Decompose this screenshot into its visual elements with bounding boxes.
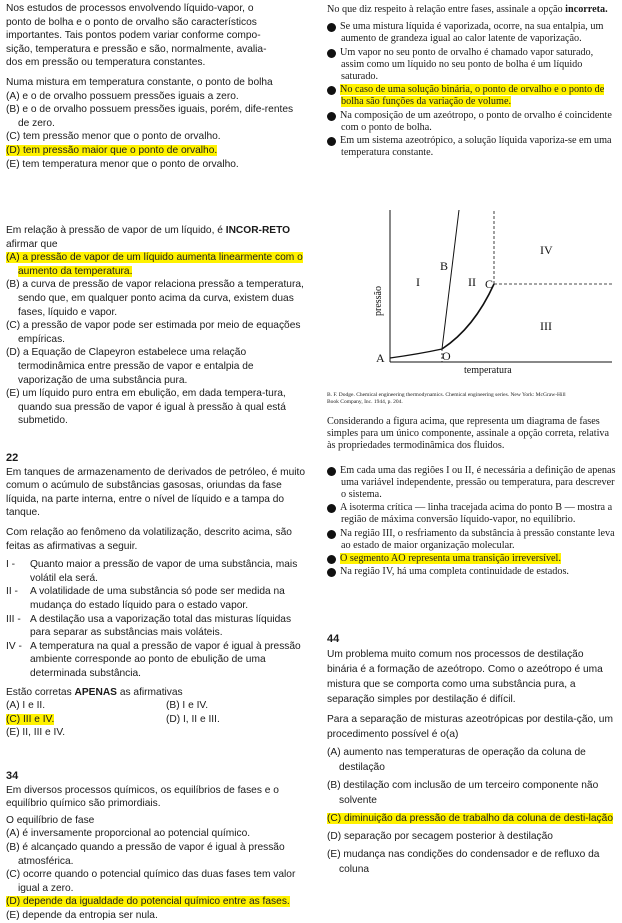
- answer-prompt: [6, 686, 306, 700]
- question-stem: [327, 4, 617, 16]
- statement-text: A temperatura na qual a pressão de vapor é igual à pressão ambiente corresponde ao ponto de ebulição de uma determinada substância.: [30, 640, 301, 679]
- option-d[interactable]: (D) separação por secagem posterior à destilação: [327, 831, 553, 842]
- option-a[interactable]: (A) e o de orvalho possuem pressões iguais a zero.: [6, 90, 239, 102]
- label-region-iv: IV: [540, 243, 553, 257]
- prompt-text: Estão corretas: [6, 686, 75, 698]
- fusion-curve: [442, 210, 459, 349]
- question-stem: [6, 224, 306, 251]
- letter-bullet-icon: D: [327, 112, 336, 121]
- option-text: Na região III, o resfriamento da substância à pressão constante leva ao estado de maior organização molecular.: [340, 527, 615, 551]
- option-e[interactable]: (E) mudança nas condições do condensador e de refluxo da coluna: [327, 849, 600, 875]
- question-prompt: Para a separação de misturas azeotrópicas por destila-ção, um procedimento possível é o(a): [327, 714, 613, 740]
- label-region-ii: II: [468, 275, 476, 289]
- stem-line: ponto de bolha e o ponto de orvalho são característicos: [6, 16, 257, 28]
- question-34: [6, 770, 306, 923]
- option-item[interactable]: [321, 502, 617, 526]
- letter-bullet-icon: B: [327, 49, 336, 58]
- options-list: [321, 464, 617, 579]
- answer-grid: [6, 699, 306, 740]
- question-prompt: Com relação ao fenômeno da volatilização, descrito acima, são feitas as afirmativas a seguir.: [6, 526, 292, 552]
- stem-line: importantes. Tais pontos podem variar conforme compo-: [6, 30, 261, 42]
- question-number: 22: [6, 452, 19, 464]
- question-phase-relation: [321, 4, 617, 160]
- option-text: Em um sistema azeotrópico, a solução líquida vaporiza-se em uma temperatura constante.: [340, 135, 612, 159]
- question-prompt: O equilíbrio de fase: [6, 814, 95, 826]
- question-prompt: Numa mistura em temperatura constante, o ponto de bolha: [6, 76, 273, 88]
- option-text: Em cada uma das regiões I ou II, é necessária a definição de apenas uma variável independente, pressão ou temperatura, para descrever o sistema.: [340, 464, 616, 501]
- prompt-text: as afirmativas: [116, 686, 183, 698]
- statement-item: [6, 558, 306, 585]
- option-item[interactable]: [321, 84, 617, 108]
- answer-a[interactable]: (A) I e II.: [6, 700, 46, 712]
- stem-line: dos em pressão ou temperatura constantes.: [6, 57, 206, 69]
- option-text: A isoterma crítica — linha tracejada acima do ponto B — mostra a região de máxima conversão líquido-vapor, no equilíbrio.: [340, 502, 613, 526]
- statement-list: [6, 558, 306, 680]
- option-item[interactable]: [322, 566, 617, 578]
- x-axis-label: temperatura: [464, 365, 512, 376]
- option-item[interactable]: [321, 464, 617, 502]
- letter-bullet-icon: C: [327, 530, 336, 539]
- question-stem: Um problema muito comum nos processos de destilação binária é a formação de azeótropo. Como o azeótropo é uma mistura que se comporta como uma substância pura, a separação simples por destilação é difícil.: [327, 649, 603, 705]
- option-item[interactable]: [321, 46, 617, 84]
- diagram-caption: B. F. Dodge. Chemical engineering thermodynamics. Chemical engineering series. New York: McGraw-Hill Book Company, Inc. 1944, p. 204.: [327, 392, 566, 405]
- option-item[interactable]: [321, 109, 617, 134]
- option-a[interactable]: (A) aumento nas temperaturas de operação da coluna de destilação: [327, 747, 586, 773]
- phase-diagram: [364, 206, 614, 390]
- option-c[interactable]: (C) tem pressão menor que o ponto de orvalho.: [6, 131, 221, 143]
- question-number: 44: [327, 633, 340, 645]
- letter-bullet-icon: B: [327, 504, 336, 513]
- option-b[interactable]: (B) a curva de pressão de vapor relaciona pressão a temperatura, sendo que, em qualquer ponto acima da curva, existem duas fases, líquido e vapor.: [6, 279, 304, 318]
- option-b[interactable]: (B) destilação com inclusão de um terceiro componente não solvente: [327, 780, 599, 806]
- option-text-highlighted: O segmento AO representa uma transição irreversível.: [340, 553, 561, 565]
- sublimation-curve: [390, 349, 442, 358]
- statement-number: I -: [6, 559, 16, 571]
- option-a-highlighted[interactable]: (A) a pressão de vapor de um líquido aumenta linearmente com o aumento da temperatura.: [6, 252, 303, 277]
- option-item[interactable]: [321, 553, 617, 565]
- option-d[interactable]: (D) a Equação de Clapeyron estabelece uma relação termodinâmica entre pressão de vapor e entalpia de vaporização de uma substância pura.: [6, 347, 254, 386]
- option-c[interactable]: (C) a pressão de vapor pode ser estimada por meio de equações empíricas.: [6, 320, 301, 345]
- option-d-highlighted[interactable]: (D) depende da igualdade do potencial químico entre as fases.: [6, 896, 290, 908]
- option-e[interactable]: (E) tem temperatura menor que o ponto de orvalho.: [6, 158, 239, 170]
- options-list: [321, 21, 617, 159]
- option-e[interactable]: (E) um líquido puro entra em ebulição, em dada tempera-tura, quando sua pressão de vapor é igual à pressão à qual está submetido.: [6, 388, 286, 427]
- letter-bullet-icon: E: [327, 137, 336, 146]
- answer-c-highlighted[interactable]: (C) III e IV.: [6, 713, 55, 725]
- question-stem: Em diversos processos químicos, os equilíbrios de fases e o equilíbrio químico são primordiais.: [6, 784, 279, 810]
- question-stem: Em tanques de armazenamento de derivados de petróleo, é muito comum o acúmulo de substâncias gasosas, oriundas da fase líquida, na parte interna, entre o nível de líquido e a tampa do tanque.: [6, 466, 306, 519]
- option-item[interactable]: [321, 21, 617, 45]
- statement-text: A volatilidade de uma substância só pode ser medida na mudança do estado líquido para o estado vapor.: [30, 586, 285, 611]
- label-region-iii: III: [540, 319, 552, 333]
- label-point-b: B: [440, 259, 449, 273]
- option-item[interactable]: [321, 527, 617, 552]
- stem-bold: INCOR-RETO: [225, 225, 291, 236]
- label-point-o: O: [442, 349, 451, 363]
- letter-bullet-icon: D: [327, 555, 336, 564]
- statement-number: IV -: [6, 640, 22, 652]
- question-44: [327, 632, 615, 877]
- letter-bullet-icon: E: [327, 568, 336, 577]
- option-c-highlighted[interactable]: (C) diminuição da pressão de trabalho da coluna de desti-lação: [327, 813, 613, 824]
- label-point-a: A: [376, 351, 385, 365]
- vaporization-curve: [442, 284, 494, 349]
- stem-line: sição, temperatura e pressão e são, normalmente, avalia-: [6, 43, 267, 55]
- label-point-c: C: [485, 277, 494, 291]
- y-axis-label: pressão: [373, 286, 384, 316]
- option-item[interactable]: [322, 135, 617, 159]
- label-region-i: I: [416, 275, 420, 289]
- letter-bullet-icon: A: [327, 467, 336, 476]
- option-b[interactable]: (B) e o de orvalho possuem pressões iguais, porém, dife-rentes de zero.: [6, 104, 294, 129]
- option-text: Na composição de um azeótropo, o ponto de orvalho é coincidente com o ponto de bolha.: [340, 109, 612, 133]
- letter-bullet-icon: C: [327, 86, 336, 95]
- answer-d[interactable]: (D) I, II e III.: [166, 713, 220, 725]
- stem-text: No que diz respeito à relação entre fases, assinale a opção: [327, 4, 563, 15]
- stem-text: afirmar que: [6, 238, 58, 250]
- statement-text: Quanto maior a pressão de vapor de uma substância, mais volátil ela será.: [30, 559, 298, 584]
- statement-item: [6, 585, 306, 612]
- stem-text: Em relação à pressão de vapor de um líquido, é: [6, 225, 226, 236]
- question-vapor-pressure: [6, 224, 306, 428]
- stem-end: .: [605, 4, 608, 15]
- stem-bold: incorreta: [565, 4, 606, 15]
- option-text: Um vapor no seu ponto de orvalho é chamado vapor saturado, assim como um líquido no seu ponto de bolha é um líquido saturado.: [340, 46, 594, 83]
- statement-item: [6, 613, 306, 640]
- option-b[interactable]: (B) é alcançado quando a pressão de vapor é igual à pressão atmosférica.: [6, 841, 285, 867]
- option-a[interactable]: (A) é inversamente proporcional ao potencial químico.: [6, 828, 251, 840]
- question-phase-diagram: [321, 416, 617, 579]
- statement-number: II -: [6, 586, 18, 598]
- option-text-highlighted: No caso de uma solução binária, o ponto de orvalho e o ponto de bolha são funções da variação de volume.: [340, 84, 605, 108]
- answer-b[interactable]: (B) I e IV.: [166, 700, 209, 712]
- option-text: Se uma mistura líquida é vaporizada, ocorre, na sua entalpia, um aumento de grandeza igual ao calor latente de vaporização.: [340, 21, 604, 45]
- question-bubble-dew-point: [6, 2, 306, 171]
- letter-bullet-icon: A: [327, 23, 336, 32]
- question-number: 34: [6, 770, 19, 782]
- question-22: [6, 452, 306, 740]
- prompt-bold: APENAS: [74, 686, 117, 698]
- question-stem: Considerando a figura acima, que representa um diagrama de fases simples para um único componente, assinale a opção correta, relativa às propriedades termodinâmica dos fluidos.: [327, 416, 610, 452]
- option-c[interactable]: (C) ocorre quando o potencial químico das duas fases tem valor igual a zero.: [6, 869, 296, 894]
- option-text: Na região IV, há uma completa continuidade de estados.: [340, 566, 569, 578]
- option-e[interactable]: (E) depende da entropia ser nula.: [6, 909, 158, 921]
- statement-item: [6, 640, 306, 681]
- answer-e[interactable]: (E) II, III e IV.: [6, 727, 66, 739]
- statement-text: A destilação usa a vaporização total das misturas líquidas para separar as substâncias mais voláteis.: [30, 613, 292, 639]
- option-d-highlighted[interactable]: (D) tem pressão maior que o ponto de orvalho.: [6, 144, 218, 156]
- statement-number: III -: [6, 613, 21, 625]
- stem-line: Nos estudos de processos envolvendo líquido-vapor, o: [6, 3, 254, 14]
